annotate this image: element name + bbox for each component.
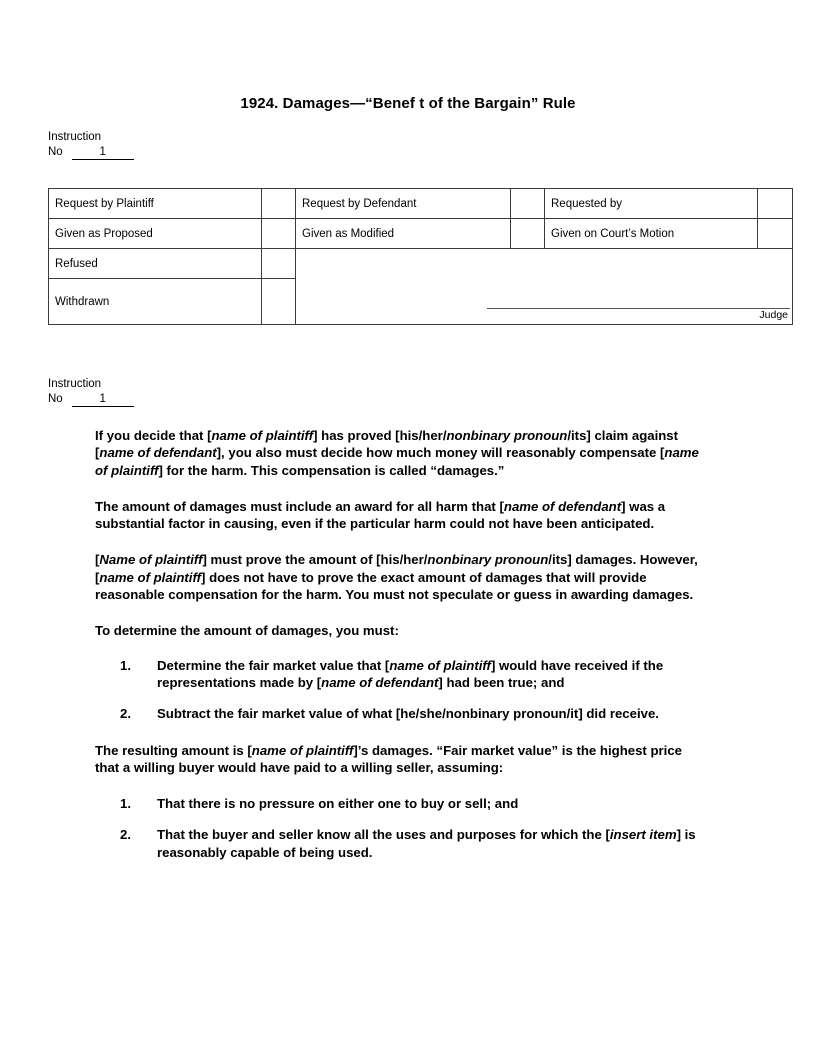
table-row bbox=[49, 189, 793, 219]
p3-seg2: ] must prove the amount of [his/her/ bbox=[202, 552, 428, 568]
cell-requested-by: Requested by bbox=[545, 189, 758, 219]
p5-seg1: The resulting amount is [ bbox=[95, 742, 252, 758]
l2i1-seg1: That there is no pressure on either one to buy or sell; and bbox=[157, 796, 519, 812]
cell-withdrawn: Withdrawn bbox=[49, 279, 262, 325]
p1-seg1: If you decide that [ bbox=[95, 428, 212, 443]
p3-placeholder-plaintiff: Name of plaintiff bbox=[99, 552, 203, 568]
numbered-list-determination bbox=[95, 657, 707, 723]
p1-seg5: ] for the harm. This compensation is called “damages.” bbox=[158, 462, 505, 478]
p3-placeholder-plaintiff-2: name of plaintiff bbox=[99, 569, 202, 585]
paragraph-5 bbox=[95, 742, 707, 777]
p2-placeholder-defendant: name of defendant bbox=[503, 498, 622, 514]
instruction-number-row bbox=[48, 392, 134, 407]
cell-given-as-proposed: Given as Proposed bbox=[49, 219, 262, 249]
list-item-number: 2. bbox=[120, 827, 131, 843]
instruction-label-line1: Instruction bbox=[48, 378, 102, 390]
p2-seg2: ] was a substantial factor in causing, even if the particular harm could not have been anticipated. bbox=[95, 498, 666, 532]
table-row bbox=[49, 219, 793, 249]
l1i1-placeholder-plaintiff: name of plaintiff bbox=[389, 657, 491, 673]
list-item-number: 1. bbox=[120, 796, 131, 812]
p5-seg2: ]’s damages. “Fair market value” is the highest price that a willing buyer would have paid to a willing seller, assuming: bbox=[95, 742, 682, 775]
checkbox-given-on-courts-motion[interactable] bbox=[758, 219, 793, 249]
p3-seg4: ] does not have to prove the exact amount of damages that will provide reasonable compensation for the harm. You must not speculate or guess in awarding damages. bbox=[95, 569, 694, 603]
cell-given-on-courts-motion: Given on Court’s Motion bbox=[545, 219, 758, 249]
instruction-no-label: No bbox=[48, 393, 63, 405]
l1i2-seg1: Subtract the fair market value of what [he/she/nonbinary pronoun/it] did receive. bbox=[157, 706, 659, 722]
p1-seg3: /its] claim against [ bbox=[95, 428, 679, 461]
p5-placeholder-plaintiff: name of plaintiff bbox=[251, 742, 354, 758]
paragraph-3 bbox=[95, 551, 707, 603]
checkbox-given-as-modified[interactable] bbox=[511, 219, 545, 249]
p1-seg2: ] has proved [his/her/ bbox=[313, 428, 447, 443]
p3-placeholder-pronoun: nonbinary pronoun bbox=[427, 552, 549, 568]
checkbox-withdrawn[interactable] bbox=[262, 279, 296, 325]
list-item-number: 2. bbox=[120, 706, 131, 722]
checkbox-given-as-proposed[interactable] bbox=[262, 219, 296, 249]
l1i1-placeholder-defendant: name of defendant bbox=[321, 674, 439, 690]
cell-request-by-defendant: Request by Defendant bbox=[296, 189, 511, 219]
p2-seg1: The amount of damages must include an award for all harm that [ bbox=[95, 498, 504, 514]
table-row bbox=[49, 249, 793, 279]
numbered-list-assumptions bbox=[95, 795, 707, 861]
p1-placeholder-plaintiff-2: name of plaintiff bbox=[95, 445, 699, 478]
instruction-body bbox=[95, 427, 707, 875]
instruction-number-field[interactable]: 1 bbox=[72, 146, 134, 160]
p3-seg1: [ bbox=[95, 552, 100, 568]
list-item-number: 1. bbox=[120, 657, 131, 673]
p1-seg4: ], you also must decide how much money will reasonably compensate [ bbox=[216, 445, 665, 461]
list-item bbox=[95, 657, 707, 692]
paragraph-2 bbox=[95, 498, 707, 533]
l1i1-seg2: ] would have received if the representations made by [ bbox=[157, 657, 664, 690]
instruction-number-field[interactable]: 1 bbox=[72, 393, 134, 407]
checkbox-request-by-plaintiff[interactable] bbox=[262, 189, 296, 219]
p1-placeholder-defendant: name of defendant bbox=[99, 445, 217, 461]
instruction-number-header-body bbox=[48, 377, 134, 407]
l2i2-seg1: That the buyer and seller know all the uses and purposes for which the [ bbox=[157, 827, 610, 843]
signature-label: Judge bbox=[759, 309, 788, 321]
list-item bbox=[95, 705, 707, 722]
l2i2-seg2: ] is reasonably capable of being used. bbox=[157, 827, 696, 860]
cell-refused: Refused bbox=[49, 249, 262, 279]
checkbox-refused[interactable] bbox=[262, 249, 296, 279]
cell-given-as-modified: Given as Modified bbox=[296, 219, 511, 249]
list-item bbox=[95, 826, 707, 861]
p1-placeholder-pronoun: nonbinary pronoun bbox=[446, 428, 568, 443]
list-item bbox=[95, 795, 707, 812]
cell-request-by-plaintiff: Request by Plaintiff bbox=[49, 189, 262, 219]
instruction-number-row bbox=[48, 145, 134, 160]
signature-area bbox=[487, 308, 790, 322]
paragraph-4: To determine the amount of damages, you must: bbox=[95, 623, 399, 639]
p1-placeholder-plaintiff: name of plaintiff bbox=[211, 428, 314, 443]
l1i1-seg1: Determine the fair market value that [ bbox=[157, 657, 390, 673]
checkbox-request-by-defendant[interactable] bbox=[511, 189, 545, 219]
checkbox-requested-by[interactable] bbox=[758, 189, 793, 219]
judge-signature-cell bbox=[296, 249, 793, 325]
instruction-label-line1: Instruction bbox=[48, 131, 102, 143]
l2i2-placeholder-insert-item: insert item bbox=[609, 827, 677, 843]
instruction-number-header-top bbox=[48, 130, 134, 160]
disposition-table bbox=[48, 188, 793, 325]
page-title: 1924. Damages—“Benef t of the Bargain” Rule bbox=[240, 95, 576, 112]
paragraph-1 bbox=[95, 427, 707, 479]
instruction-no-label: No bbox=[48, 146, 63, 158]
l1i1-seg3: ] had been true; and bbox=[438, 674, 565, 690]
p3-seg3: /its] damages. However, [ bbox=[95, 552, 698, 585]
